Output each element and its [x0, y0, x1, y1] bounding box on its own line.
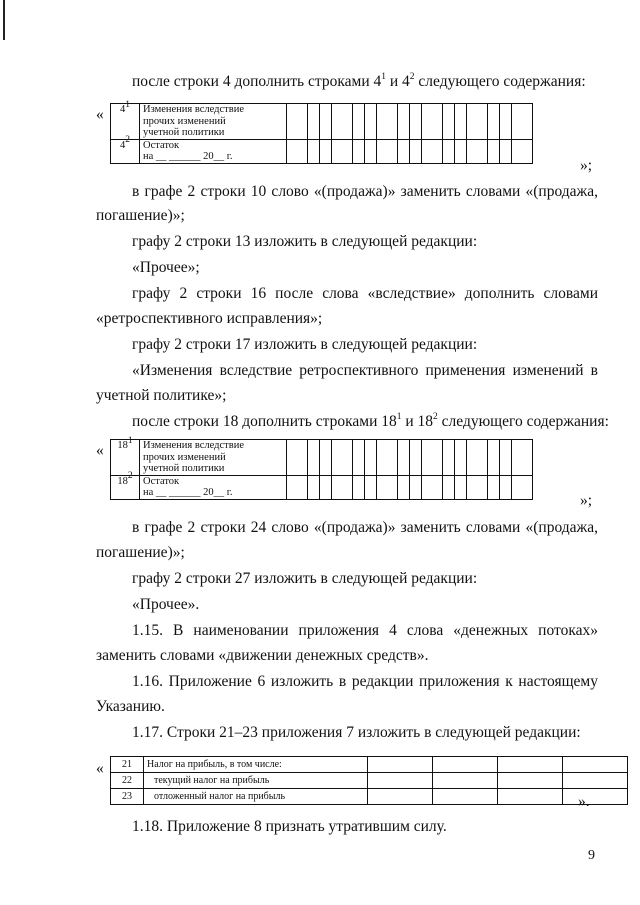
paragraph-line17-quote: «Изменения вследствие ретроспективного применения изменений в	[132, 362, 598, 379]
paragraph-line16-cont: «ретроспективного исправления»;	[96, 310, 323, 327]
blank-cell	[498, 773, 563, 789]
blank-cell	[467, 139, 488, 163]
blank-cell	[332, 440, 353, 476]
table2-open-quote: «	[96, 442, 104, 459]
table2-row-18-2	[111, 475, 533, 499]
blank-cell	[455, 440, 467, 476]
blank-cell	[332, 139, 353, 163]
paragraph-1-15-cont: заменить словами «движении денежных средств».	[96, 647, 429, 664]
paragraph-line27: графу 2 строки 27 изложить в следующей редакции:	[132, 570, 478, 587]
blank-cell	[353, 440, 365, 476]
blank-cell	[353, 475, 365, 499]
blank-cell	[563, 773, 628, 789]
blank-cell	[368, 757, 433, 773]
table1-open-quote: «	[96, 106, 104, 123]
blank-cell	[320, 104, 332, 140]
blank-cell	[308, 475, 320, 499]
blank-cell	[365, 440, 377, 476]
blank-cell	[377, 475, 398, 499]
table3-row-desc: отложенный налог на прибыль	[144, 789, 368, 805]
blank-cell	[287, 440, 308, 476]
blank-cell	[467, 440, 488, 476]
blank-cell	[368, 773, 433, 789]
paragraph-1-18: 1.18. Приложение 8 признать утратившим силу.	[132, 818, 447, 835]
blank-cell	[398, 139, 410, 163]
blank-cell	[433, 773, 498, 789]
blank-cell	[455, 104, 467, 140]
table2-row2-num: $18^2$	[111, 475, 140, 499]
blank-cell	[368, 789, 433, 805]
table3-row	[111, 757, 628, 773]
table3-close-mark: ».	[578, 793, 590, 810]
table1	[110, 99, 533, 164]
blank-cell	[422, 139, 443, 163]
blank-cell	[488, 139, 500, 163]
table1-row-4-2	[111, 139, 533, 163]
blank-cell	[377, 139, 398, 163]
blank-cell	[488, 475, 500, 499]
blank-cell	[320, 440, 332, 476]
table2-row1-num: $18^1$	[111, 440, 140, 476]
blank-cell	[467, 475, 488, 499]
blank-cell	[500, 139, 512, 163]
blank-cell	[498, 757, 563, 773]
blank-cell	[443, 475, 455, 499]
blank-cell	[498, 789, 563, 805]
blank-cell	[287, 475, 308, 499]
paragraph-line13-quote: «Прочее»;	[132, 259, 200, 276]
table3	[110, 756, 628, 805]
blank-cell	[398, 104, 410, 140]
blank-cell	[332, 104, 353, 140]
table3-row-num: 23	[111, 789, 144, 805]
table3-row-num: 22	[111, 773, 144, 789]
table2-row-18-1	[111, 440, 533, 476]
blank-cell	[287, 104, 308, 140]
blank-cell	[563, 789, 628, 805]
blank-cell	[433, 789, 498, 805]
paragraph-line24: в графе 2 строки 24 слово «(продажа)» заменить словами «(продажа,	[132, 519, 598, 536]
paragraph-line16: графу 2 строки 16 после слова «вследствие» дополнить словами	[132, 285, 598, 302]
table2	[110, 435, 533, 500]
paragraph-1-16-cont: Указанию.	[96, 698, 165, 715]
blank-cell	[308, 440, 320, 476]
paragraph-line17-cont: учетной политике»;	[96, 387, 227, 404]
blank-cell	[422, 440, 443, 476]
paragraph-line13: графу 2 строки 13 изложить в следующей редакции:	[132, 233, 478, 250]
blank-cell	[455, 139, 467, 163]
table1-row2-desc: Остаток на __ ______ 20__ г.	[140, 139, 287, 163]
blank-cell	[455, 475, 467, 499]
blank-cell	[410, 440, 422, 476]
blank-cell	[320, 475, 332, 499]
blank-cell	[377, 440, 398, 476]
paragraph-1-17: 1.17. Строки 21–23 приложения 7 изложить в следующей редакции:	[132, 724, 581, 741]
page-number: 9	[588, 848, 595, 863]
blank-cell	[443, 139, 455, 163]
blank-cell	[410, 104, 422, 140]
blank-cell	[365, 475, 377, 499]
table2-row1-desc: Изменения вследствие прочих изменений учетной политики	[140, 440, 287, 476]
blank-cell	[512, 440, 533, 476]
blank-cell	[512, 139, 533, 163]
table1-row2-num: $4^2$	[111, 139, 140, 163]
table3-row	[111, 773, 628, 789]
blank-cell	[332, 475, 353, 499]
blank-cell	[422, 475, 443, 499]
paragraph-line10-cont: погашение)»;	[96, 207, 185, 224]
table1-close-mark: »;	[580, 157, 593, 174]
blank-cell	[500, 440, 512, 476]
blank-cell	[410, 475, 422, 499]
blank-cell	[443, 440, 455, 476]
table3-row-desc: текущий налог на прибыль	[144, 773, 368, 789]
table2-row2-desc: Остаток на __ ______ 20__ г.	[140, 475, 287, 499]
blank-cell	[398, 440, 410, 476]
blank-cell	[488, 440, 500, 476]
blank-cell	[377, 104, 398, 140]
blank-cell	[353, 139, 365, 163]
paragraph-line24-cont: погашение)»;	[96, 544, 185, 561]
blank-cell	[353, 104, 365, 140]
scan-edge-mark	[3, 0, 5, 40]
blank-cell	[308, 104, 320, 140]
blank-cell	[512, 104, 533, 140]
table1-row-4-1	[111, 104, 533, 140]
blank-cell	[365, 139, 377, 163]
paragraph-add-rows-4: после строки 4 дополнить строками $4^1$ и $4^2$ следующего содержания:	[132, 71, 586, 90]
blank-cell	[500, 104, 512, 140]
table1-row1-desc: Изменения вследствие прочих изменений учетной политики	[140, 104, 287, 140]
blank-cell	[320, 139, 332, 163]
blank-cell	[563, 757, 628, 773]
paragraph-add-rows-18: после строки 18 дополнить строками $18^1$ и $18^2$ следующего содержания:	[132, 411, 609, 430]
paragraph-line17: графу 2 строки 17 изложить в следующей редакции:	[132, 336, 478, 353]
paragraph-line10: в графе 2 строки 10 слово «(продажа)» заменить словами «(продажа,	[132, 183, 598, 200]
blank-cell	[410, 139, 422, 163]
blank-cell	[443, 104, 455, 140]
blank-cell	[398, 475, 410, 499]
blank-cell	[287, 139, 308, 163]
blank-cell	[500, 475, 512, 499]
table3-row	[111, 789, 628, 805]
table1-row1-num: $4^1$	[111, 104, 140, 140]
blank-cell	[433, 757, 498, 773]
blank-cell	[488, 104, 500, 140]
paragraph-1-16: 1.16. Приложение 6 изложить в редакции приложения к настоящему	[132, 673, 598, 690]
blank-cell	[422, 104, 443, 140]
blank-cell	[365, 104, 377, 140]
table3-row-desc: Налог на прибыль, в том числе:	[144, 757, 368, 773]
table3-row-num: 21	[111, 757, 144, 773]
blank-cell	[308, 139, 320, 163]
blank-cell	[512, 475, 533, 499]
paragraph-1-15: 1.15. В наименовании приложения 4 слова «денежных потоках»	[132, 622, 598, 639]
blank-cell	[467, 104, 488, 140]
table2-close-mark: »;	[580, 492, 593, 509]
table3-open-quote: «	[96, 760, 104, 777]
paragraph-line27-quote: «Прочее».	[132, 596, 200, 613]
